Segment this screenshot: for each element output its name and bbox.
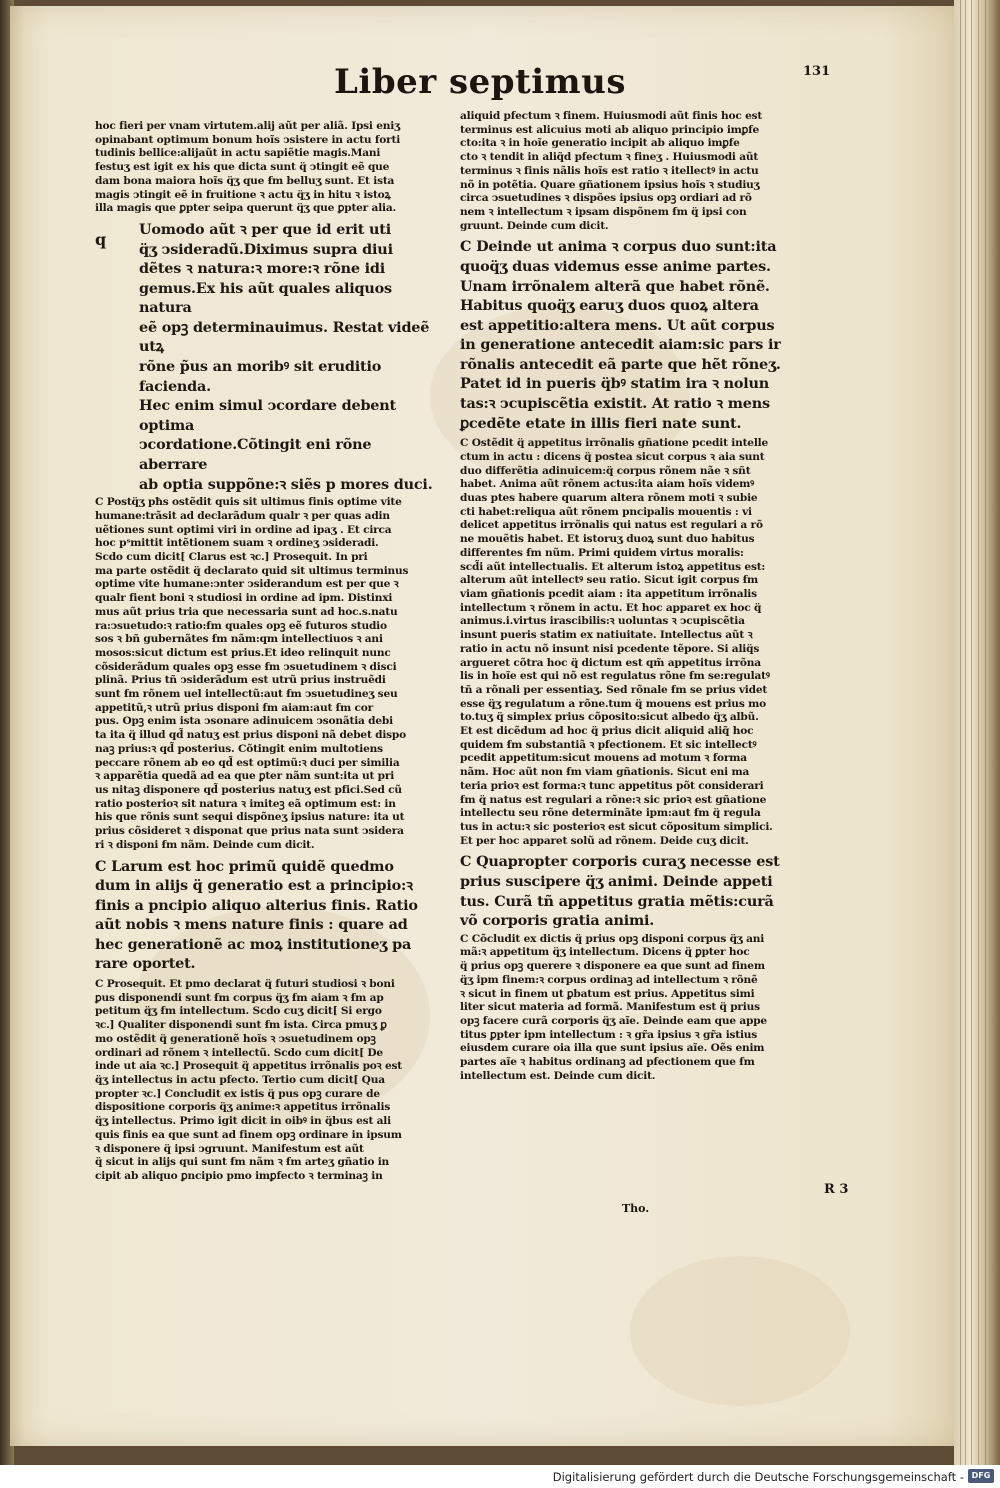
lemma-text: Uomodo aũt ꝛ per que id erit uti q̈ʒ ↄsideradũ.Diximus supra diui dẽtes ꝛ natura:ꝛ more:ꝛ rõne idi gemus.Ex his aũt quales aliquos natura eẽ opꝫ determinauimus. Restat videẽ utꝝ rõne p̃us an moribꝰ sit eruditio facienda. Hec enim simul ↄcordare debent optima ↄcordatione.Cõtingit eni rõne aberrare ab optia suppõne:ꝛ siẽs p mores duci.	[139, 220, 433, 493]
right-text-column	[460, 110, 800, 1083]
lemma-block-with-initial	[95, 220, 443, 494]
lemma-text: C Deinde ut anima ꝛ corpus duo sunt:ita quoq̈ʒ duas videmus esse anime partes. Unam irrõnalem alterã que habet rõnẽ. Habitus quoq̈ʒ earuʒ duos quoꝝ altera est appetitio:altera mens. Ut aũt corpus in generatione antecedit aiam:sic pars ir rõnalis antecedit eã parte que hẽt rõneʒ. Patet id in pueris q̈bꝰ statim ira ꝛ nolun tas:ꝛ ↄcupiscẽtia existit. At ratio ꝛ mens ꝑcedẽte etate in illis fieri nate sunt.	[460, 238, 781, 432]
commentary-block: C Postq̈ʒ pħs ostẽdit quis sit ultimus finis optime vite humane:trãsit ad declarãdum qualr ꝛ per quas adin uẽtiones sunt optimi viri in ordine ad ipaʒ . Et circa hoc pˢmittit intẽtionem suam ꝛ ordineʒ ↄsideradi. Scdo cum dicit[ Clarus est ꝛc.] Prosequit. In pri ma parte ostẽdit q̈ declarato quid sit ultimus terminus optime vite humane:ↄnter ↄsiderandum est per que ꝛ qualr fient boni ꝛ studiosi in ordine ad ipm. Distinxi mus aũt prius tria que necessaria sunt ad hoc.s.natu ra:ↄsuetudo:ꝛ ratio:ẜm quales opꝫ eẽ futuros studio sos ꝛ bñ gubernãtes ẜm nãm:qm intellectiuos ꝛ ani mosos:sicut dictum est prius.Et ideo relinquit nunc cõsiderãdum quales opꝫ esse ẜm ↄsuetudinem ꝛ disci plinã. Prius tñ ↄsiderãdum est utrũ prius instruẽdi sunt ẜm rõnem uel intellectũ:aut ẜm ↄsuetudineʒ seu appetitũ,ꝛ utrũ prius disponi ẜm aiam:aut ẜm cor pus. Opꝫ enim ista ↄsonare adinuicem ↄsonãtia debi ta ita q̈ illud qd̃ natuʒ est prius disponi nã debet dispo naꝫ prius:ꝛ qd̃ posterius. Cõtingit enim multotiens peccare rõnem ab eo qd̃ est optimũ:ꝛ duci per similia ꝛ apparẽtia quedã ad ea que ꝑter nãm sunt:ita ut pri us nitaꝫ disponere qd̃ posterius natuʒ est pfici.Sed cũ ratio posterioꝛ sit natura ꝛ imiteꝫ eã optimum est: in his que rõnis sunt sequi dispõneʒ ipsius nature: ita ut prius cõsideret ꝛ disponat que prius nata sunt ↄsidera ri ꝛ disponi ẜm nãm. Deinde cum dicit.	[95, 496, 409, 851]
funding-note: Digitalisierung gefördert durch die Deutsche Forschungsgemeinschaft -	[552, 1470, 964, 1484]
folio-number: 131	[803, 64, 831, 79]
drop-initial: q	[95, 229, 106, 249]
lemma-text: C Larum est hoc primũ quidẽ quedmo dum in alijs q̈ generatio est a principio:ꝛ finis a pncipio aliquo alterius finis. Ratio aũt nobis ꝛ mens nature finis : quare ad hec generationẽ ac moꝝ institutioneʒ pa rare oportet.	[95, 857, 418, 973]
lemma-text: C Quapropter corporis curaʒ necesse est prius suscipere q̈ʒ animi. Deinde appeti tus. Curã tñ appetitus gratia mẽtis:curã võ corporis gratia animi.	[460, 853, 780, 930]
catchword: Tho.	[622, 1202, 650, 1215]
footer-bar	[0, 1465, 1000, 1488]
left-text-column	[95, 120, 443, 1184]
dfg-logo: DFG	[968, 1469, 994, 1483]
stacked-page-edges	[954, 0, 1000, 1465]
commentary-block: aliquid pfectum ꝛ finem. Huiusmodi aũt finis hoc est terminus est alicuius moti ab aliquo principio imꝑfe cto:ita ꝛ in hoĩe generatio incipit ab aliquo imꝑfe cto ꝛ tendit in aliq̃d pfectum ꝛ fineʒ . Huiusmodi aũt terminus ꝛ finis nãlis hoĩs est ratio ꝛ itellectꝰ in actu nõ in potẽtia. Quare gñationem ipsius hoĩs ꝛ studiuʒ circa ↄsuetudines ꝛ dispões ipsius opꝫ ordiari ad rõ nem ꝛ intellectum ꝛ ipsam dispõnem ẜm q̈ ipsi con gruunt. Deinde cum dicit.	[460, 110, 763, 232]
commentary-block: C Cõcludit ex dictis q̈ prius opꝫ disponi corpus q̈ʒ ani mã:ꝛ appetitum q̈ʒ intellectum. Dicens q̈ ꝑpter hoc q̈ prius opꝫ querere ꝛ disponere ea que sunt ad finem q̈ʒ ipm finem:ꝛ corpus ordinaꝫ ad intellectum ꝛ rõnẽ ꝛ sicut in finem ut ꝑbatum est prius. Appetitus simi liter sicut materia ad formã. Manifestum est q̈ prius opꝫ facere curã corporis q̈ʒ aĩe. Deinde eam que appe titus ꝑpter ipm intellectum : ꝛ gr̃a ipsius ꝛ gr̃a istius eiusdem curare oia illa que sunt ipsius aĩe. Oẽs enim partes aĩe ꝛ habitus ordinanꝫ ad pfectionem que ẜm intellectum est. Deinde cum dicit.	[460, 932, 767, 1082]
commentary-block: C Ostẽdit q̈ appetitus irrõnalis gñatione pcedit intelle ctum in actu : dicens q̈ postea sicut corpus ꝛ aia sunt duo differẽtia adinuicem:q̈ corpus rõnem nãe ꝛ sñt habet. Anima aũt rõnem actus:ita aiam hoĩs videmꝰ duas ptes habere quarum altera rõnem moti ꝛ subie cti habet:reliqua aũt rõnem pncipalis mouentis : vi delicet appetitus irrõnalis qui natus est regulari a rõ ne mouẽtis habet. Et istoruʒ duoꝝ sunt duo habitus differentes ẜm nũm. Primi quidem virtus moralis: scd̃i aũt intellectualis. Et alterum istoꝝ appetitus est: alterum aũt intellectꝰ seu ratio. Sicut igit corpus ẜm viam gñationis pcedit aiam : ita appetitum irrõnalis intellectum ꝛ rõnem in actu. Et hoc apparet ex hoc q̈ animus.i.virtus irascibilis:ꝛ uoluntas ꝛ ↄcupiscẽtia insunt pueris statim ex natiuitate. Intellectus aũt ꝛ ratio in actu nõ insunt nisi pcedente tẽpore. Si aliq̈s argueret cõtra hoc q̈ dictum est qm̃ appetitus irrõna lis in hoĩe est qui nõ est regulatus rõne ẜm se:regulatꝰ tñ a rõnali per essentiaʒ. Sed rõnale ẜm se prius videt esse q̈ʒ regulatum a rõne.tum q̈ mouens est prius mo to.tuʒ q̈ simplex prius cõposito:sicut albedo q̈ʒ albũ. Et est dicẽdum ad hoc q̈ prius dicit aliquid aliq̃ hoc quidem ẜm substantiã ꝛ pfectionem. Et sic intellectꝰ pcedit appetitum:sicut mouens ad motum ꝛ forma nãm. Hoc aũt non ẜm viam gñationis. Sicut eni ma teria prioꝛ est forma:ꝛ tunc appetitus põt considerari ẜm q̈ natus est regulari a rõne:ꝛ sic prioꝛ est gñatione intellectu seu rõne determinãte ipm:aut ẜm q̈ regula tus in actu:ꝛ sic posterioꝛ est sicut cõpositum simplici. Et per hoc apparet solũ ad rõnem. Deide cuʒ dicit.	[460, 437, 773, 847]
signature-mark: R 3	[824, 1182, 849, 1197]
commentary-block: C Prosequit. Et pmo declarat q̈ futuri studiosi ꝛ boni ꝑus disponendi sunt ẜm corpus q̈ʒ ẜm aiam ꝛ ẜm ap petitum q̈ʒ ẜm intellectum. Scdo cuʒ dicit[ Si ergo ꝛc.] Qualiter disponendi sunt ẜm ista. Circa pmuʒ ꝑ mo ostẽdit q̈ generationẽ hoĩs ꝛ ↄsuetudinem opꝫ ordinari ad rõnem ꝛ intellectũ. Scdo cum dicit[ De inde ut aia ꝛc.] Prosequit q̈ appetitus irrõnalis poꝛ est q̈ʒ intellectus in actu pfecto. Tertio cum dicit[ Qua propter ꝛc.] Concludit ex istis q̈ pus opꝫ curare de dispositione corporis q̈ʒ anime:ꝛ appetitus irrõnalis q̈ʒ intellectus. Primo igit dicit in oibꝰ in q̈bus est ali quis finis ea que sunt ad finem opꝫ ordinare in ipsum ꝛ disponere q̈ ipsi ↄgruunt. Manifestum est aũt q̈ sicut in alijs qui sunt ẜm nãm ꝛ ẜm arteʒ gñatio in cipit ab aliquo ꝑncipio pmo imꝑfecto ꝛ terminaꝫ in	[95, 978, 402, 1182]
running-heading: Liber septimus	[334, 62, 626, 102]
commentary-block: hoc fieri per vnam virtutem.alij aũt per aliã. Ipsi eniʒ opinabant optimum bonum hoĩs ↄsistere in actu forti tudinis bellice:alijaũt in actu sapiẽtie magis.Mani festuʒ est igit ex his que dicta sunt q̈ ↄtingit eẽ que dam bona maiora hoĩs q̈ʒ que ẜm belluʒ sunt. Et ista magis ↄtingit eẽ in fruitione ꝛ actu q̈ʒ in hitu ꝛ istoꝝ illa magis que ꝑpter seipa querunt q̈ʒ que ꝑpter alia.	[95, 120, 401, 215]
